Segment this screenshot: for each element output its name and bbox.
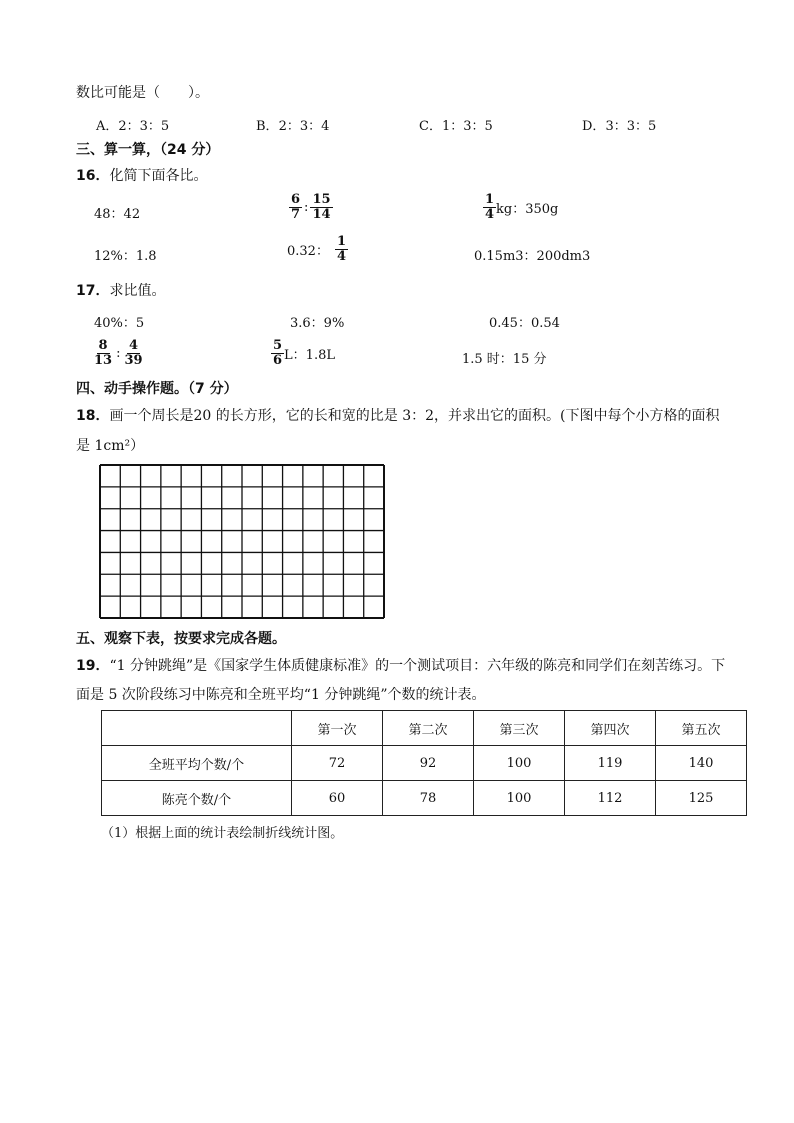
- fraction: [289, 193, 302, 221]
- q17-item-2: 3.6：9%: [290, 316, 345, 331]
- table-cell: 119: [565, 746, 656, 781]
- table-header-cell: 第二次: [383, 711, 474, 746]
- numerator: 15: [312, 192, 331, 207]
- fraction: [122, 339, 144, 367]
- numerator: 1: [336, 234, 346, 249]
- q16-item-1: 48：42: [94, 207, 141, 222]
- numerator: 4: [129, 338, 139, 353]
- table-cell: 78: [383, 781, 474, 816]
- numerator: 6: [291, 192, 301, 207]
- statistics-table: [101, 710, 747, 816]
- option-letter: D．: [582, 119, 606, 134]
- row-label: 全班平均个数/个: [102, 746, 292, 781]
- option-value: 2：3：5: [118, 119, 170, 134]
- ratio-left: 0.32：: [287, 243, 329, 259]
- q18-line-1: [76, 405, 719, 425]
- section-3-title: 三、算一算，（24 分）: [76, 142, 220, 158]
- option-value: 3：3：5: [605, 119, 657, 134]
- fraction: [271, 339, 284, 367]
- table-cell: 140: [656, 746, 747, 781]
- table-cell: 100: [474, 746, 565, 781]
- option-value: 2：3：4: [278, 119, 330, 134]
- fraction: [335, 235, 348, 263]
- denominator: 14: [312, 206, 331, 222]
- question-continuation: 数比可能是（ ）。: [76, 85, 209, 101]
- ratio-rest: L：1.8L: [284, 347, 335, 363]
- q17-prompt: [76, 280, 165, 300]
- table-header-row: [102, 711, 747, 746]
- numerator: 1: [485, 192, 495, 207]
- question-text: 求比值。: [109, 283, 166, 299]
- denominator: 6: [273, 352, 283, 368]
- table-cell: 92: [383, 746, 474, 781]
- fraction: [310, 193, 332, 221]
- row-label: 陈亮个数/个: [102, 781, 292, 816]
- table-row: [102, 781, 747, 816]
- section-5-title: 五、观察下表，按要求完成各题。: [76, 631, 286, 647]
- q17-item-5: [271, 339, 335, 367]
- table-header-cell: [102, 711, 292, 746]
- q16-prompt: [76, 165, 207, 185]
- section-4-title: 四、动手操作题。（7 分）: [76, 381, 238, 397]
- table-header-cell: 第五次: [656, 711, 747, 746]
- table-header-cell: 第四次: [565, 711, 656, 746]
- q16-item-3: [483, 193, 558, 221]
- table-cell: 72: [292, 746, 383, 781]
- q18-line-2: 是 1cm²）: [76, 438, 145, 454]
- option-letter: B．: [256, 119, 279, 134]
- ratio-colon: :: [116, 345, 121, 361]
- q16-item-6: 0.15m3：200dm3: [474, 249, 591, 264]
- table-row: [102, 746, 747, 781]
- denominator: 4: [336, 248, 346, 264]
- option-b[interactable]: [256, 115, 329, 134]
- question-number: 17．: [76, 283, 110, 299]
- question-text: “1 分钟跳绳”是《国家学生体质健康标准》的一个测试项目：六年级的陈亮和同学们在刻苦练习。下: [109, 658, 726, 674]
- ratio-rest: kg：350g: [496, 201, 559, 217]
- fraction: [483, 193, 496, 221]
- q17-item-4: [92, 339, 145, 367]
- option-d[interactable]: [582, 115, 656, 134]
- option-a[interactable]: [96, 115, 169, 134]
- table-cell: 100: [474, 781, 565, 816]
- q16-item-5: [287, 235, 348, 263]
- ratio-colon: :: [304, 199, 309, 215]
- q17-item-3: 0.45：0.54: [489, 316, 560, 331]
- option-letter: C．: [419, 119, 442, 134]
- option-letter: A．: [96, 119, 119, 134]
- q17-item-6: 1.5 时：15 分: [462, 352, 547, 367]
- table-header-cell: 第一次: [292, 711, 383, 746]
- option-c[interactable]: [419, 115, 493, 134]
- fraction: [92, 339, 114, 367]
- table-header-cell: 第三次: [474, 711, 565, 746]
- denominator: 39: [124, 352, 143, 368]
- q16-item-4: 12%：1.8: [94, 249, 157, 264]
- q19-line-1: [76, 655, 725, 675]
- table-cell: 112: [565, 781, 656, 816]
- numerator: 8: [98, 338, 108, 353]
- question-number: 19．: [76, 658, 110, 674]
- option-value: 1：3：5: [441, 119, 493, 134]
- table-cell: 125: [656, 781, 747, 816]
- question-number: 16．: [76, 168, 110, 184]
- question-text: 化简下面各比。: [109, 168, 208, 184]
- q19-subquestion-1: （1）根据上面的统计表绘制折线统计图。: [101, 826, 344, 841]
- q19-line-2: 面是 5 次阶段练习中陈亮和全班平均“1 分钟跳绳”个数的统计表。: [76, 687, 486, 703]
- question-text: 画一个周长是20 的长方形，它的长和宽的比是 3：2，并求出它的面积。(下图中每个小方格的面积: [109, 408, 720, 424]
- denominator: 7: [291, 206, 301, 222]
- numerator: 5: [273, 338, 283, 353]
- q16-item-2: [289, 193, 333, 221]
- table-cell: 60: [292, 781, 383, 816]
- q17-item-1: 40%：5: [94, 316, 145, 331]
- square-grid[interactable]: [98, 463, 386, 620]
- denominator: 4: [485, 206, 495, 222]
- denominator: 13: [94, 352, 113, 368]
- question-number: 18．: [76, 408, 110, 424]
